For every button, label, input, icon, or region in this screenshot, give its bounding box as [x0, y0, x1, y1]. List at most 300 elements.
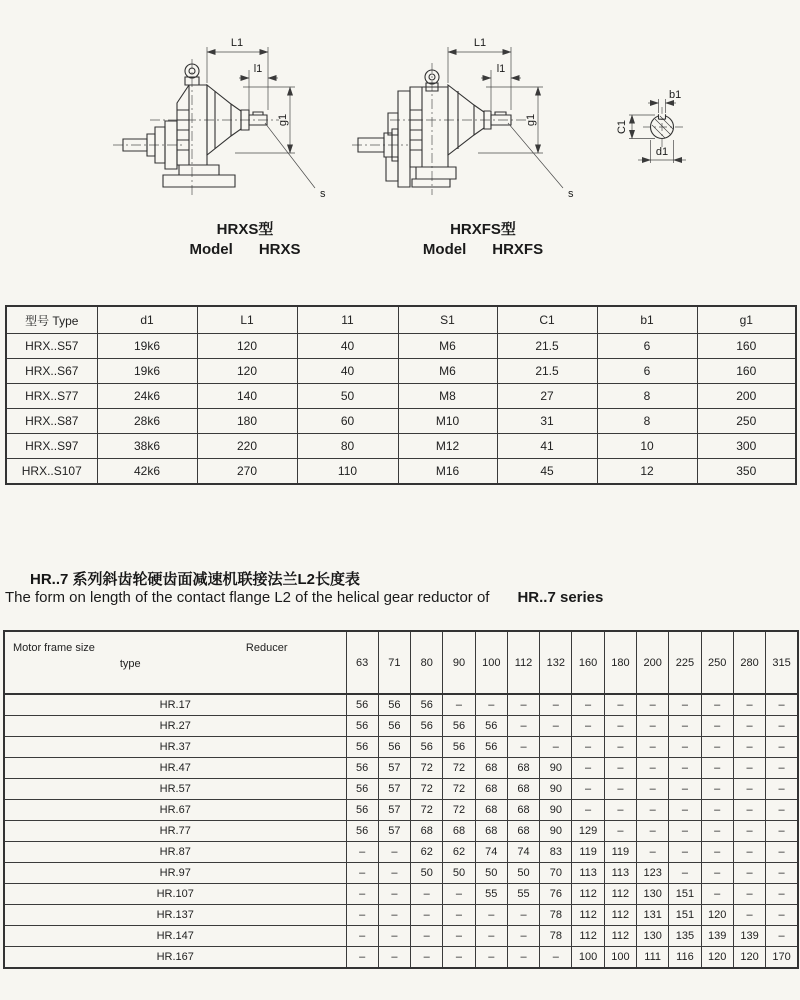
dim-value-cell: 110 — [297, 459, 398, 485]
dim-value-cell: 12 — [597, 459, 697, 485]
l2-value-cell: – — [540, 716, 572, 737]
corner-reducer-label: Reducer — [245, 642, 288, 654]
corner-type-label: type — [119, 658, 141, 670]
l2-value-cell: – — [572, 800, 604, 821]
frame-size-header: 250 — [701, 631, 733, 694]
hrxfs-drawing — [350, 25, 605, 223]
l2-value-cell: – — [637, 779, 669, 800]
hrxfs-dim-label-l1: l1 — [496, 63, 506, 75]
l2-value-cell: – — [411, 926, 443, 947]
l2-value-cell: 139 — [701, 926, 733, 947]
dim-type-cell: HRX..S97 — [6, 434, 97, 459]
dim-value-cell: M10 — [398, 409, 497, 434]
l2-value-cell: – — [766, 800, 798, 821]
l2-value-cell: – — [604, 737, 636, 758]
l2-value-cell: – — [637, 737, 669, 758]
dim-column-header: C1 — [497, 306, 597, 334]
l2-value-cell: – — [766, 716, 798, 737]
l2-value-cell: – — [701, 779, 733, 800]
l2-value-cell: – — [572, 779, 604, 800]
l2-value-cell: – — [604, 800, 636, 821]
l2-value-cell: – — [701, 863, 733, 884]
l2-value-cell: – — [378, 905, 410, 926]
dim-value-cell: 8 — [597, 409, 697, 434]
section-heading-en — [5, 589, 603, 606]
l2-value-cell: – — [701, 821, 733, 842]
l2-value-cell: 139 — [733, 926, 765, 947]
shaft-dim-label-C1: C1 — [616, 119, 628, 135]
dimension-table — [5, 305, 797, 485]
dim-type-cell: HRX..S87 — [6, 409, 97, 434]
dim-value-cell: 200 — [697, 384, 796, 409]
l2-value-cell: – — [766, 779, 798, 800]
dimension-table-body — [6, 334, 796, 485]
flange-table-body — [4, 694, 798, 968]
l2-value-cell: 50 — [411, 863, 443, 884]
dim-column-header: g1 — [697, 306, 796, 334]
hrxfs-centerlines — [352, 63, 526, 195]
l2-value-cell: – — [733, 800, 765, 821]
dim-table-row — [6, 409, 796, 434]
reducer-type-cell: HR.167 — [4, 947, 346, 969]
dim-type-cell: HRX..S57 — [6, 334, 97, 359]
l2-value-cell: – — [443, 947, 475, 969]
l2-value-cell: 119 — [572, 842, 604, 863]
l2-value-cell: 111 — [637, 947, 669, 969]
dim-value-cell: 8 — [597, 384, 697, 409]
frame-size-header: 100 — [475, 631, 507, 694]
hrxfs-dim-label-L1: L1 — [473, 37, 487, 49]
l2-value-cell: – — [507, 737, 539, 758]
l2-value-cell: 123 — [637, 863, 669, 884]
l2-value-cell: 113 — [604, 863, 636, 884]
flange-table-row — [4, 716, 798, 737]
frame-size-header: 63 — [346, 631, 378, 694]
l2-value-cell: – — [411, 905, 443, 926]
l2-value-cell: – — [701, 716, 733, 737]
dim-value-cell: 24k6 — [97, 384, 197, 409]
l2-value-cell: 68 — [507, 821, 539, 842]
l2-value-cell: 68 — [475, 779, 507, 800]
l2-value-cell: – — [669, 694, 701, 716]
dim-value-cell: 41 — [497, 434, 597, 459]
corner-header — [4, 631, 346, 694]
l2-value-cell: 120 — [701, 905, 733, 926]
dim-value-cell: 31 — [497, 409, 597, 434]
l2-value-cell: 56 — [443, 716, 475, 737]
hrxs-dim-label-L1: L1 — [230, 37, 244, 49]
l2-value-cell: – — [637, 758, 669, 779]
flange-table-row — [4, 694, 798, 716]
l2-value-cell: – — [637, 842, 669, 863]
flange-table-row — [4, 758, 798, 779]
l2-value-cell: – — [766, 884, 798, 905]
l2-value-cell: – — [572, 758, 604, 779]
frame-size-header: 71 — [378, 631, 410, 694]
reducer-type-cell: HR.107 — [4, 884, 346, 905]
l2-value-cell: – — [669, 842, 701, 863]
l2-value-cell: – — [733, 905, 765, 926]
l2-value-cell: 170 — [766, 947, 798, 969]
l2-value-cell: – — [443, 694, 475, 716]
l2-value-cell: 56 — [475, 737, 507, 758]
l2-value-cell: – — [507, 716, 539, 737]
l2-value-cell: 68 — [507, 800, 539, 821]
l2-value-cell: – — [572, 737, 604, 758]
flange-table-row — [4, 863, 798, 884]
l2-value-cell: – — [346, 842, 378, 863]
l2-value-cell: 55 — [507, 884, 539, 905]
l2-value-cell: 68 — [475, 800, 507, 821]
l2-value-cell: 56 — [411, 694, 443, 716]
hrxfs-dim-label-g1: g1 — [525, 113, 537, 127]
l2-value-cell: 129 — [572, 821, 604, 842]
l2-value-cell: 76 — [540, 884, 572, 905]
dim-value-cell: M16 — [398, 459, 497, 485]
dim-value-cell: 21.5 — [497, 334, 597, 359]
dim-table-row — [6, 359, 796, 384]
l2-value-cell: – — [604, 716, 636, 737]
l2-value-cell: 68 — [507, 758, 539, 779]
section-heading-en-series: HR..7 series — [517, 589, 604, 606]
dim-value-cell: 160 — [697, 334, 796, 359]
dim-value-cell: M6 — [398, 359, 497, 384]
reducer-type-cell: HR.17 — [4, 694, 346, 716]
l2-value-cell: 120 — [701, 947, 733, 969]
reducer-type-cell: HR.137 — [4, 905, 346, 926]
dim-value-cell: 250 — [697, 409, 796, 434]
frame-size-header: 180 — [604, 631, 636, 694]
l2-value-cell: 68 — [411, 821, 443, 842]
l2-value-cell: 72 — [443, 779, 475, 800]
l2-value-cell: – — [766, 926, 798, 947]
l2-value-cell: – — [669, 716, 701, 737]
l2-value-cell: 112 — [572, 905, 604, 926]
dim-value-cell: 42k6 — [97, 459, 197, 485]
l2-value-cell: – — [766, 842, 798, 863]
l2-value-cell: – — [669, 821, 701, 842]
l2-value-cell: 55 — [475, 884, 507, 905]
l2-value-cell: – — [540, 737, 572, 758]
l2-value-cell: – — [604, 821, 636, 842]
l2-value-cell: – — [346, 884, 378, 905]
l2-value-cell: – — [411, 884, 443, 905]
l2-value-cell: 56 — [378, 737, 410, 758]
dim-value-cell: 160 — [697, 359, 796, 384]
l2-value-cell: 72 — [443, 758, 475, 779]
dim-column-header: 型号 Type — [6, 306, 97, 334]
dim-value-cell: 19k6 — [97, 334, 197, 359]
dim-value-cell: 300 — [697, 434, 796, 459]
l2-value-cell: – — [669, 800, 701, 821]
dim-value-cell: 40 — [297, 359, 398, 384]
l2-value-cell: 116 — [669, 947, 701, 969]
l2-value-cell: – — [507, 905, 539, 926]
flange-table-row — [4, 884, 798, 905]
corner-motor-label: Motor frame size — [13, 642, 95, 654]
hrxs-dim-label-g1: g1 — [277, 113, 289, 127]
dim-value-cell: 38k6 — [97, 434, 197, 459]
flange-table-row — [4, 821, 798, 842]
section-heading-en-text: The form on length of the contact flange L2 of the helical gear reductor of — [5, 589, 490, 606]
dim-column-header: d1 — [97, 306, 197, 334]
frame-size-header: 225 — [669, 631, 701, 694]
l2-value-cell: 113 — [572, 863, 604, 884]
dim-value-cell: 120 — [197, 334, 297, 359]
l2-value-cell: 57 — [378, 779, 410, 800]
l2-value-cell: 56 — [346, 821, 378, 842]
l2-value-cell: – — [766, 737, 798, 758]
dim-column-header: b1 — [597, 306, 697, 334]
l2-value-cell: 56 — [378, 694, 410, 716]
l2-value-cell: – — [378, 863, 410, 884]
reducer-type-cell: HR.97 — [4, 863, 346, 884]
l2-value-cell: – — [346, 863, 378, 884]
dim-type-cell: HRX..S77 — [6, 384, 97, 409]
l2-value-cell: 100 — [572, 947, 604, 969]
l2-value-cell: 70 — [540, 863, 572, 884]
l2-value-cell: – — [733, 716, 765, 737]
l2-value-cell: – — [733, 779, 765, 800]
l2-value-cell: 68 — [475, 821, 507, 842]
l2-value-cell: – — [701, 758, 733, 779]
l2-value-cell: 56 — [346, 737, 378, 758]
l2-value-cell: – — [701, 694, 733, 716]
l2-value-cell: – — [604, 758, 636, 779]
l2-value-cell: 120 — [733, 947, 765, 969]
l2-value-cell: – — [766, 905, 798, 926]
l2-value-cell: – — [766, 863, 798, 884]
l2-value-cell: – — [443, 926, 475, 947]
l2-value-cell: – — [669, 737, 701, 758]
l2-value-cell: 90 — [540, 758, 572, 779]
l2-value-cell: 112 — [604, 926, 636, 947]
l2-value-cell: 74 — [475, 842, 507, 863]
l2-value-cell: 112 — [604, 905, 636, 926]
hrxfs-caption-cn: HRXFS型 — [450, 221, 516, 238]
l2-value-cell: – — [669, 779, 701, 800]
dim-value-cell: M6 — [398, 334, 497, 359]
section-heading-cn: HR..7 系列斜齿轮硬齿面减速机联接法兰L2长度表 — [30, 571, 361, 588]
l2-value-cell: – — [475, 947, 507, 969]
l2-value-cell: 57 — [378, 821, 410, 842]
l2-value-cell: 56 — [443, 737, 475, 758]
l2-value-cell: 57 — [378, 758, 410, 779]
l2-value-cell: – — [733, 737, 765, 758]
hrxs-caption-cn: HRXS型 — [216, 221, 274, 238]
hrxfs-model-label: Model — [422, 241, 467, 258]
dim-value-cell: 180 — [197, 409, 297, 434]
l2-value-cell: – — [378, 842, 410, 863]
frame-size-header: 90 — [443, 631, 475, 694]
l2-value-cell: 112 — [572, 884, 604, 905]
hrxs-dim-label-l1: l1 — [253, 63, 263, 75]
dim-value-cell: 50 — [297, 384, 398, 409]
l2-value-cell: 72 — [411, 758, 443, 779]
l2-value-cell: 50 — [475, 863, 507, 884]
hrxfs-outline — [358, 70, 511, 187]
shaft-centerlines — [643, 107, 683, 149]
shaft-dim-label-d1: d1 — [655, 146, 669, 158]
dim-value-cell: 6 — [597, 359, 697, 384]
hrxfs-dim-label-s: s — [568, 188, 574, 200]
l2-value-cell: – — [540, 694, 572, 716]
reducer-type-cell: HR.57 — [4, 779, 346, 800]
l2-value-cell: 119 — [604, 842, 636, 863]
l2-value-cell: 56 — [411, 716, 443, 737]
l2-value-cell: 151 — [669, 884, 701, 905]
l2-value-cell: 100 — [604, 947, 636, 969]
l2-value-cell: 112 — [604, 884, 636, 905]
l2-value-cell: – — [378, 926, 410, 947]
dim-value-cell: 27 — [497, 384, 597, 409]
l2-value-cell: – — [733, 758, 765, 779]
dim-value-cell: 120 — [197, 359, 297, 384]
hrxfs-model-name: HRXFS — [492, 241, 544, 258]
dimension-table-header-row — [6, 306, 796, 334]
l2-value-cell: – — [378, 884, 410, 905]
l2-value-cell: 50 — [443, 863, 475, 884]
l2-value-cell: – — [701, 737, 733, 758]
l2-value-cell: – — [540, 947, 572, 969]
l2-value-cell: – — [475, 694, 507, 716]
l2-value-cell: – — [637, 800, 669, 821]
hrxfs-dimensions — [448, 47, 563, 188]
dim-value-cell: 21.5 — [497, 359, 597, 384]
reducer-type-cell: HR.67 — [4, 800, 346, 821]
dim-type-cell: HRX..S67 — [6, 359, 97, 384]
dim-value-cell: 10 — [597, 434, 697, 459]
hrxs-dim-label-s: s — [320, 188, 326, 200]
l2-value-cell: 72 — [411, 779, 443, 800]
shaft-section-drawing — [605, 65, 760, 200]
hrxs-outline — [123, 64, 267, 187]
l2-value-cell: – — [443, 905, 475, 926]
hrxs-drawing — [105, 25, 355, 223]
l2-value-cell: 68 — [443, 821, 475, 842]
l2-value-cell: 131 — [637, 905, 669, 926]
hrxfs-caption — [378, 220, 588, 260]
l2-value-cell: – — [637, 821, 669, 842]
l2-value-cell: 56 — [346, 779, 378, 800]
l2-value-cell: 50 — [507, 863, 539, 884]
dim-table-row — [6, 334, 796, 359]
l2-value-cell: – — [733, 863, 765, 884]
l2-value-cell: – — [701, 884, 733, 905]
dim-value-cell: 220 — [197, 434, 297, 459]
l2-value-cell: 90 — [540, 779, 572, 800]
flange-table-row — [4, 779, 798, 800]
l2-value-cell: – — [733, 821, 765, 842]
dim-column-header: L1 — [197, 306, 297, 334]
dim-value-cell: M8 — [398, 384, 497, 409]
l2-value-cell: 72 — [443, 800, 475, 821]
hrxs-model-name: HRXS — [258, 241, 301, 258]
dim-value-cell: 6 — [597, 334, 697, 359]
dim-value-cell: 28k6 — [97, 409, 197, 434]
l2-value-cell: 83 — [540, 842, 572, 863]
l2-value-cell: 68 — [507, 779, 539, 800]
l2-value-cell: 56 — [411, 737, 443, 758]
l2-value-cell: 74 — [507, 842, 539, 863]
l2-value-cell: – — [572, 694, 604, 716]
frame-size-header: 200 — [637, 631, 669, 694]
l2-value-cell: 56 — [346, 758, 378, 779]
l2-value-cell: 130 — [637, 884, 669, 905]
l2-value-cell: 78 — [540, 905, 572, 926]
flange-table-row — [4, 842, 798, 863]
l2-value-cell: – — [701, 800, 733, 821]
l2-value-cell: – — [669, 758, 701, 779]
l2-value-cell: – — [637, 694, 669, 716]
l2-value-cell: – — [701, 842, 733, 863]
l2-value-cell: – — [346, 926, 378, 947]
reducer-type-cell: HR.37 — [4, 737, 346, 758]
reducer-type-cell: HR.47 — [4, 758, 346, 779]
l2-value-cell: – — [604, 694, 636, 716]
l2-value-cell: 56 — [378, 716, 410, 737]
dim-value-cell: 19k6 — [97, 359, 197, 384]
l2-value-cell: – — [475, 926, 507, 947]
flange-table-row — [4, 926, 798, 947]
dim-value-cell: M12 — [398, 434, 497, 459]
reducer-type-cell: HR.147 — [4, 926, 346, 947]
l2-value-cell: – — [669, 863, 701, 884]
l2-value-cell: 90 — [540, 821, 572, 842]
l2-value-cell: – — [443, 884, 475, 905]
dim-table-row — [6, 434, 796, 459]
l2-value-cell: 78 — [540, 926, 572, 947]
l2-value-cell: – — [507, 694, 539, 716]
dim-value-cell: 270 — [197, 459, 297, 485]
l2-value-cell: – — [572, 716, 604, 737]
hrxs-model-label: Model — [189, 241, 233, 258]
l2-value-cell: – — [766, 694, 798, 716]
l2-value-cell: – — [733, 694, 765, 716]
dim-column-header: 11 — [297, 306, 398, 334]
reducer-type-cell: HR.87 — [4, 842, 346, 863]
l2-value-cell: – — [507, 926, 539, 947]
l2-value-cell: 62 — [411, 842, 443, 863]
l2-value-cell: – — [766, 758, 798, 779]
frame-size-header: 160 — [572, 631, 604, 694]
l2-value-cell: – — [604, 779, 636, 800]
l2-value-cell: 112 — [572, 926, 604, 947]
l2-value-cell: 90 — [540, 800, 572, 821]
dim-table-row — [6, 384, 796, 409]
frame-size-header: 132 — [540, 631, 572, 694]
hrxs-caption — [140, 220, 350, 260]
l2-value-cell: – — [733, 884, 765, 905]
l2-value-cell: – — [733, 842, 765, 863]
flange-table-row — [4, 905, 798, 926]
frame-size-header: 80 — [411, 631, 443, 694]
l2-value-cell: 68 — [475, 758, 507, 779]
l2-value-cell: – — [766, 821, 798, 842]
frame-size-header: 112 — [507, 631, 539, 694]
l2-value-cell: – — [475, 905, 507, 926]
l2-value-cell: 56 — [346, 800, 378, 821]
frame-size-header: 280 — [733, 631, 765, 694]
l2-value-cell: 57 — [378, 800, 410, 821]
dim-type-cell: HRX..S107 — [6, 459, 97, 485]
dim-value-cell: 60 — [297, 409, 398, 434]
flange-table-row — [4, 800, 798, 821]
flange-table-header-row — [4, 631, 798, 694]
l2-value-cell: – — [346, 905, 378, 926]
flange-table — [3, 630, 799, 969]
l2-value-cell: 130 — [637, 926, 669, 947]
